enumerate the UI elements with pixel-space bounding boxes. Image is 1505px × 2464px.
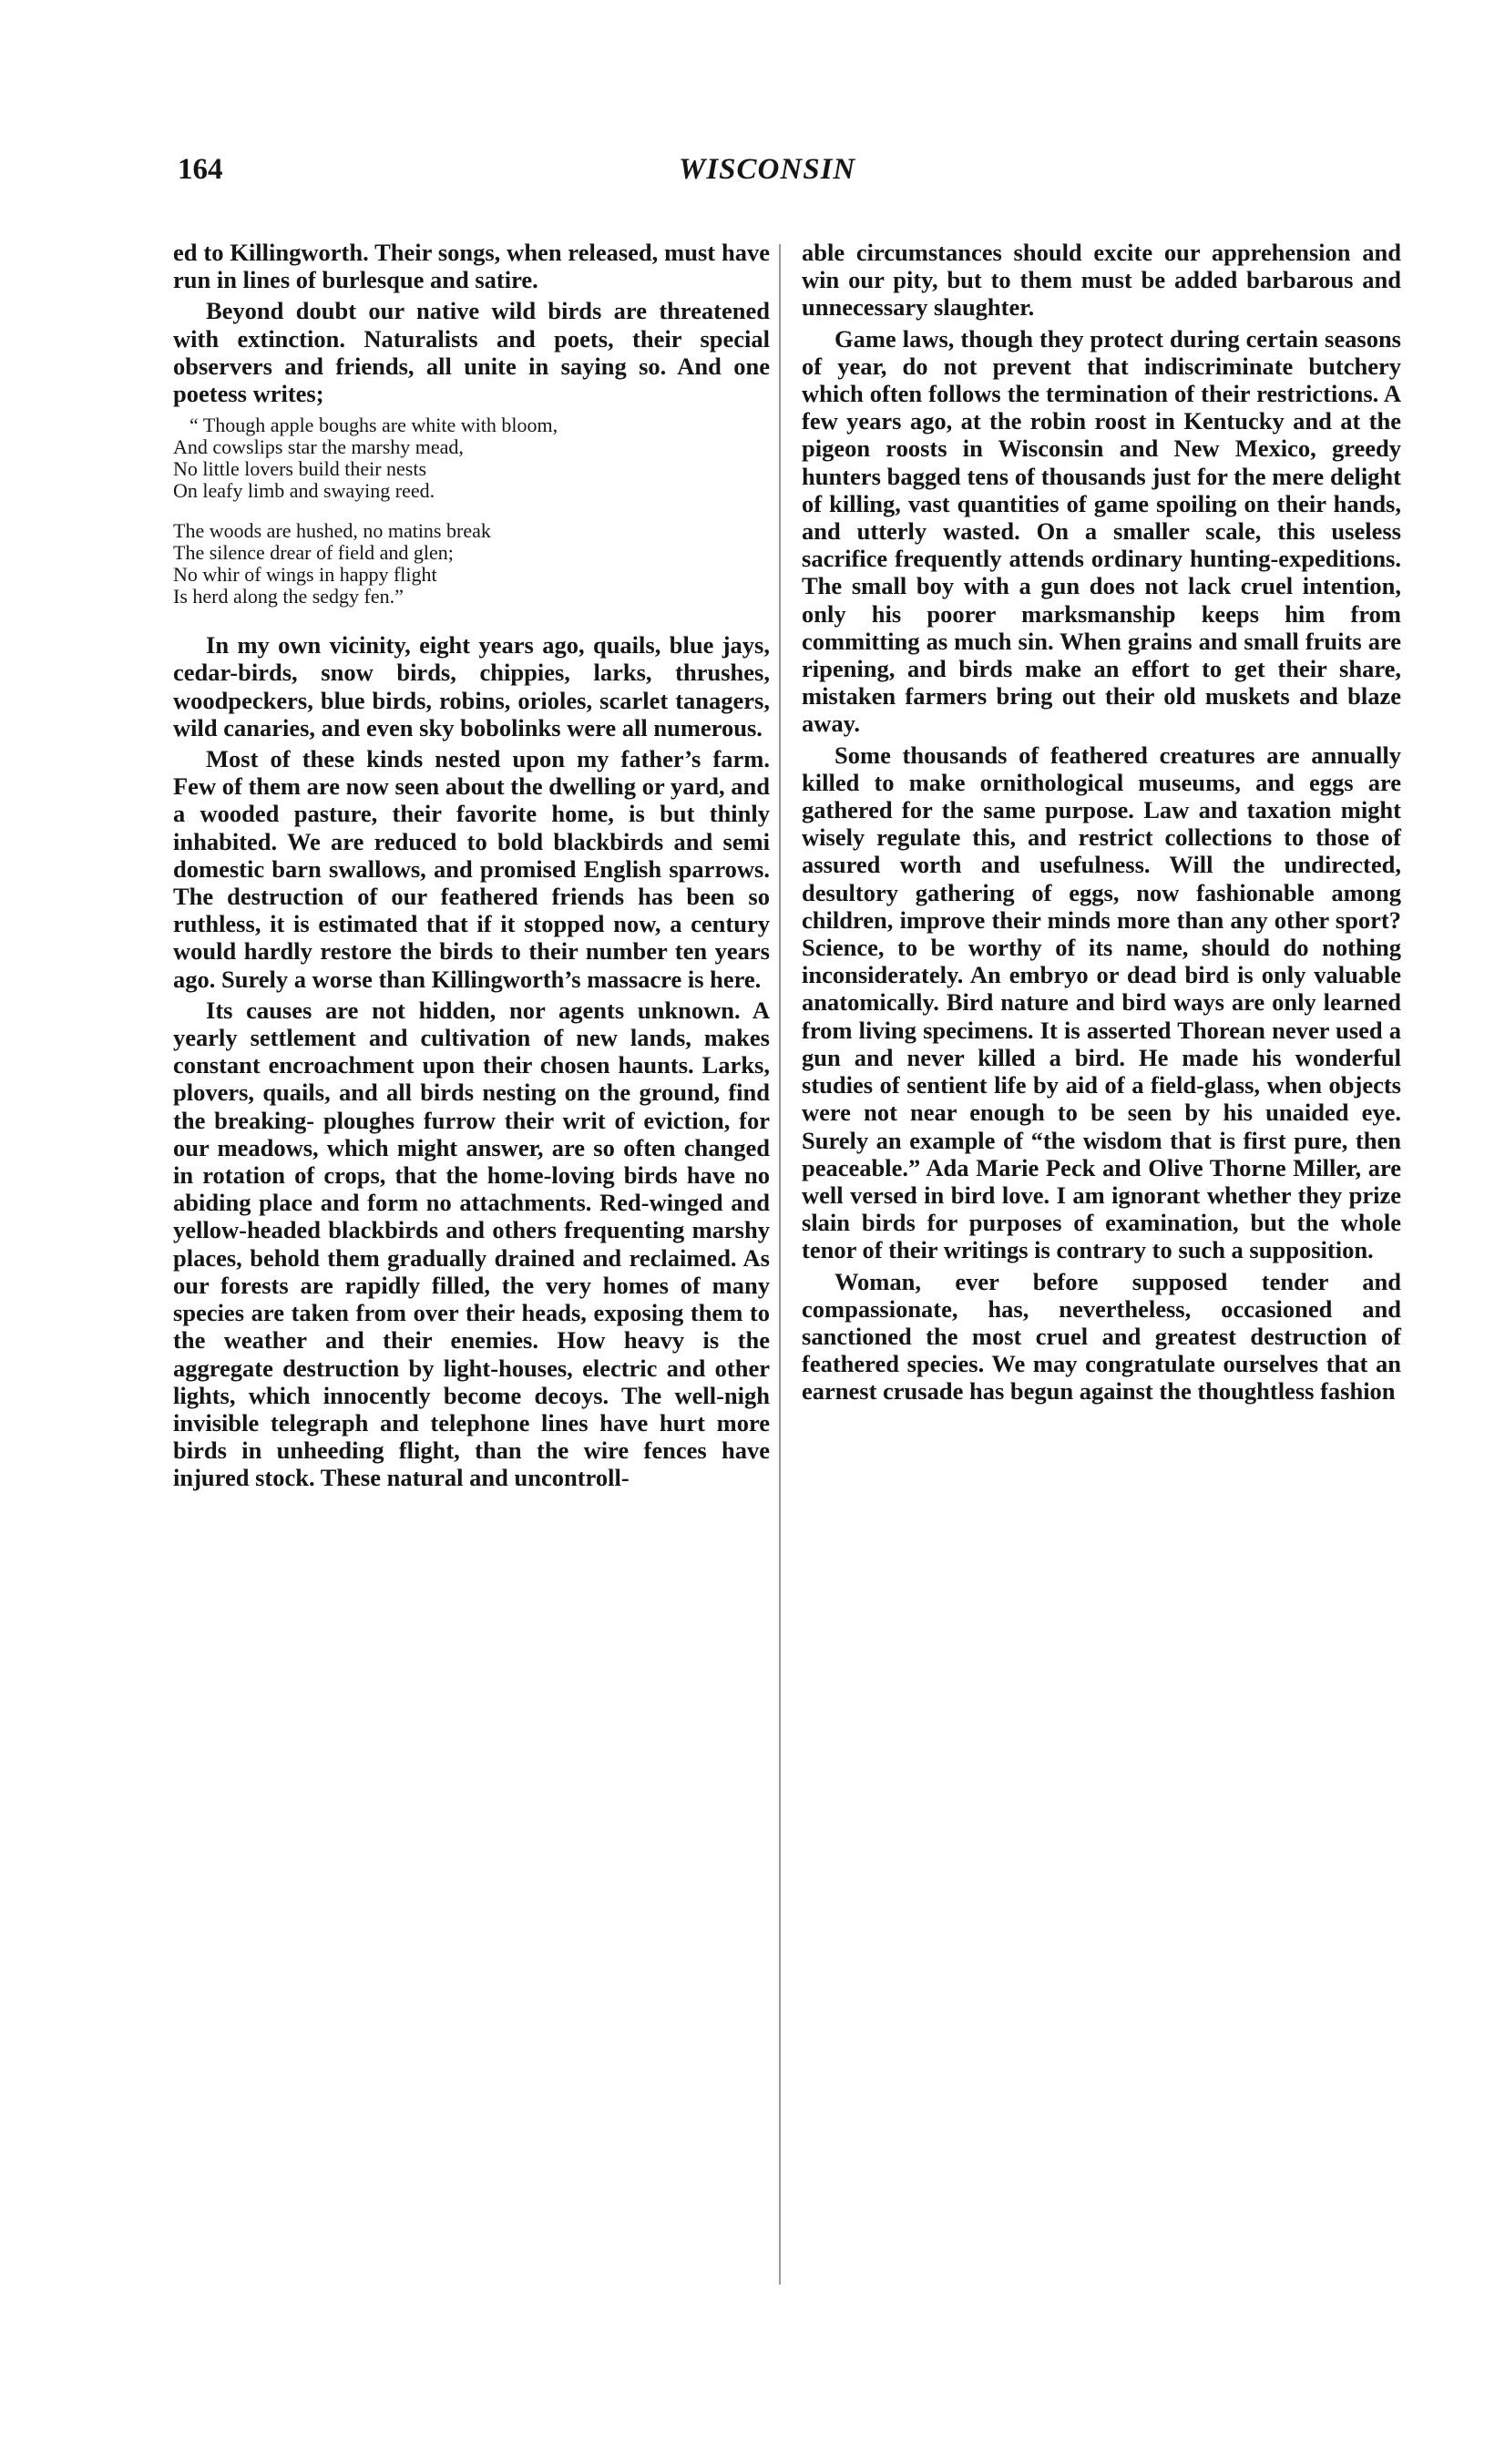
page-header [178,153,906,199]
right-column [802,239,1401,1409]
poem-stanza [173,520,770,608]
paragraph: In my own vicinity, eight years ago, quails, blue jays, cedar-birds, snow birds, chippies, larks, thrushes, woodpeckers, blue birds, robins, orioles, scarlet tanagers, wild canaries, and even sky bobolinks were all numerous. [173,631,770,741]
poem-line: And cowslips star the marshy mead, [173,435,464,459]
paragraph: Woman, ever before supposed tender and compassionate, has, nevertheless, occasioned and sanctioned the most cruel and greatest destruction of feathered species. We may congratulate ourselves that an earnest crusade has begun against the thoughtless fashion [802,1267,1401,1406]
poem-line: Is herd along the sedgy fen.” [173,585,404,608]
poem-line: No whir of wings in happy flight [173,563,437,587]
paragraph: Beyond doubt our native wild birds are threatened with extinction. Naturalists and poets, their special observers and friends, all unite in saying so. And one poetess writes; [173,297,770,408]
paragraph: able circumstances should excite our apprehension and win our pity, but to them must be added barbarous and unnecessary slaughter. [802,239,1401,322]
poem-line: “ Though apple boughs are white with bloom, [189,414,558,437]
running-head: WISCONSIN [679,153,856,186]
column-divider [779,244,781,2285]
left-column [173,239,770,1496]
paragraph: Game laws, though they protect during certain seasons of year, do not prevent that indiscriminate butchery which often follows the termination of their restrictions. A few years ago, at the robin roost in Kentucky and at the pigeon roosts in Wisconsin and New Mexico, greedy hunters bagged tens of thousands just for the mere delight of killing, vast quantities of game spoiling on their hands, and utterly wasted. On a smaller scale, this useless sacrifice frequently attends ordinary hunting-expeditions. The small boy with a gun does not lack cruel intention, only his poorer marksmanship keeps him from committing as much sin. When grains and small fruits are ripening, and birds make an effort to get their share, mistaken farmers bring out their old muskets and blaze away. [802,324,1401,738]
poem-stanza [173,414,770,502]
poem-line: The silence drear of field and glen; [173,541,454,565]
poem-line: No little lovers build their nests [173,457,427,481]
paragraph: ed to Killingworth. Their songs, when released, must have run in lines of burlesque and satire. [173,239,770,294]
poem-line: The woods are hushed, no matins break [173,519,491,543]
poem-line: On leafy limb and swaying reed. [173,479,435,503]
page-number: 164 [178,153,223,186]
paragraph: Most of these kinds nested upon my father’s farm. Few of them are now seen about the dwelling or yard, and a wooded pasture, their favorite home, is but thinly inhabited. We are reduced to bold blackbirds and semi domestic barn swallows, and promised English sparrows. The destruction of our feathered friends has been so ruthless, it is estimated that if it stopped now, a century would hardly restore the birds to their number ten years ago. Surely a worse than Killingworth’s massacre is here. [173,745,770,993]
paragraph: Some thousands of feathered creatures are annually killed to make ornithological museums, and eggs are gathered for the same purpose. Law and taxation might wisely regulate this, and restrict collections to those of assured worth and usefulness. Will the undirected, desultory gathering of eggs, now fashionable among children, improve their minds more than any other sport? Science, to be worthy of its name, should do nothing inconsiderately. An embryo or dead bird is only valuable anatomically. Bird nature and bird ways are only learned from living specimens. It is asserted Thorean never used a gun and never killed a bird. He made his wonderful studies of sentient life by aid of a field-glass, when objects were not near enough to be seen by his unaided eye. Surely an example of “the wisdom that is first pure, then peaceable.” Ada Marie Peck and Olive Thorne Miller, are well versed in bird love. I am ignorant whether they prize slain birds for purposes of examination, but the whole tenor of their writings is contrary to such a supposition. [802,741,1401,1264]
poem-quote [173,414,770,608]
paragraph: Its causes are not hidden, nor agents unknown. A yearly settlement and cultivation of new lands, makes constant encroachment upon their chosen haunts. Larks, plovers, quails, and all birds nesting on the ground, find the breaking- ploughes furrow their writ of eviction, for our meadows, which might answer, are so often changed in rotation of crops, that the home-loving birds have no abiding place and form no attachments. Red-winged and yellow-headed blackbirds and others frequenting marshy places, behold them gradually drained and reclaimed. As our forests are rapidly filled, the very homes of many species are taken from over their heads, exposing them to the weather and their enemies. How heavy is the aggregate destruction by light-houses, electric and other lights, which innocently become decoys. The well-nigh invisible telegraph and telephone lines have hurt more birds in unheeding flight, than the wire fences have injured stock. These natural and uncontroll- [173,996,770,1492]
